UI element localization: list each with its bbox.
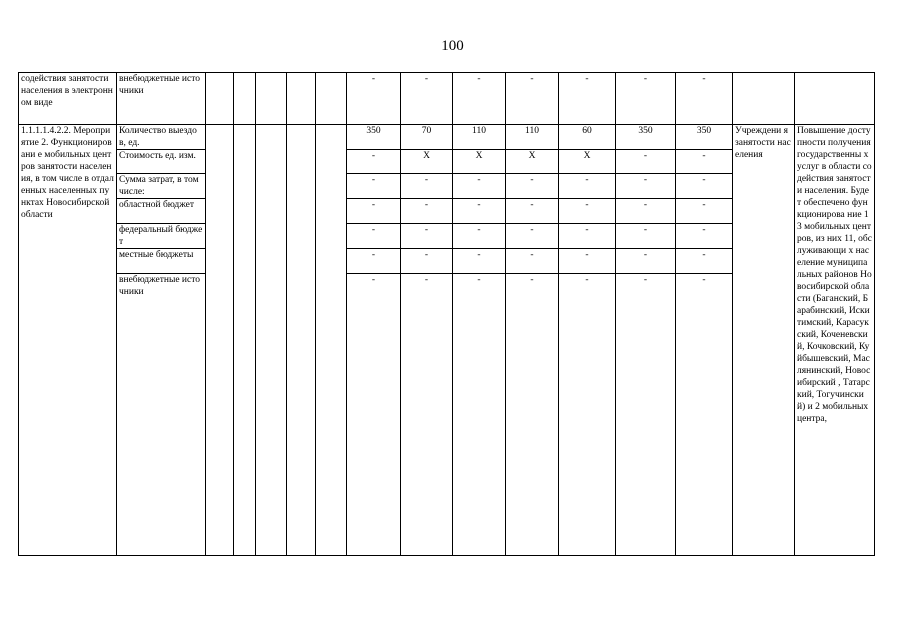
value-cell: - xyxy=(453,274,506,556)
value-cell: - xyxy=(401,174,453,199)
value-cell: 60 xyxy=(559,125,616,150)
value-cell: - xyxy=(676,274,733,556)
value-cell: - xyxy=(676,150,733,174)
value-cell: - xyxy=(506,199,559,224)
value-cell: - xyxy=(616,249,676,274)
indicator-cell: Количество выездов, ед. xyxy=(117,125,206,150)
value-cell: - xyxy=(453,174,506,199)
table-row xyxy=(19,73,875,125)
value-cell: 110 xyxy=(506,125,559,150)
value-cell: - xyxy=(401,249,453,274)
value-cell: 350 xyxy=(616,125,676,150)
indicator-cell: федеральный бюджет xyxy=(117,224,206,249)
value-cell: - xyxy=(616,174,676,199)
value-cell: - xyxy=(616,224,676,249)
value-cell: - xyxy=(401,224,453,249)
value-cell: 350 xyxy=(347,125,401,150)
value-cell: - xyxy=(559,73,616,125)
value-cell: - xyxy=(676,174,733,199)
value-cell: - xyxy=(453,73,506,125)
value-cell: - xyxy=(347,150,401,174)
table-row xyxy=(19,125,875,150)
event-name: 1.1.1.1.4.2.2. Мероприятие 2. Функционировани е мобильных центров занятости населения, в том числе в отдаленных населенных пунктах Новосибирской области xyxy=(19,125,117,556)
value-cell: 350 xyxy=(676,125,733,150)
value-cell: - xyxy=(616,150,676,174)
indicator-cell: Сумма затрат, в том числе: xyxy=(117,174,206,199)
value-cell: - xyxy=(453,199,506,224)
value-cell: - xyxy=(559,249,616,274)
value-cell: - xyxy=(616,274,676,556)
value-cell: - xyxy=(506,249,559,274)
value-cell: - xyxy=(506,224,559,249)
value-cell: - xyxy=(401,274,453,556)
value-cell: - xyxy=(616,199,676,224)
value-cell: - xyxy=(559,199,616,224)
value-cell: - xyxy=(453,249,506,274)
value-cell: - xyxy=(616,73,676,125)
value-cell: - xyxy=(506,174,559,199)
value-cell: - xyxy=(453,224,506,249)
result-cell: Повышение доступности получения государственны х услуг в области содействия занятости населения. Будет обеспечено функционирова ние 13 мобильных центров, из них 11, обслуживающи х население муниципальных районов Новосибирской области (Баганский, Барабинский, Искитимский, Карасукский, Коченевский, Кочковский, Куйбышевский, Маслянинский, Новосибирский , Татарский, Тогучинский) и 2 мобильных центра, xyxy=(795,125,875,556)
value-cell: - xyxy=(559,174,616,199)
value-cell: - xyxy=(347,73,401,125)
indicator-cell: внебюджетные источники xyxy=(117,73,206,125)
value-cell: 70 xyxy=(401,125,453,150)
value-cell: - xyxy=(347,274,401,556)
value-cell: - xyxy=(559,274,616,556)
value-cell: - xyxy=(347,199,401,224)
value-cell: - xyxy=(506,73,559,125)
indicator-cell: местные бюджеты xyxy=(117,249,206,274)
value-cell: - xyxy=(347,174,401,199)
executor-cell: Учреждени я занятости населения xyxy=(733,125,795,556)
value-cell: - xyxy=(347,224,401,249)
value-cell: X xyxy=(506,150,559,174)
indicator-cell: внебюджетные источники xyxy=(117,274,206,556)
value-cell: - xyxy=(401,73,453,125)
value-cell: - xyxy=(676,224,733,249)
value-cell: X xyxy=(401,150,453,174)
value-cell: X xyxy=(453,150,506,174)
indicator-cell: Стоимость ед. изм. xyxy=(117,150,206,174)
value-cell: - xyxy=(676,249,733,274)
value-cell: 110 xyxy=(453,125,506,150)
program-table xyxy=(18,72,875,556)
value-cell: - xyxy=(559,224,616,249)
section-label: содействия занятости населения в электронном виде xyxy=(19,73,117,125)
value-cell: - xyxy=(676,73,733,125)
value-cell: - xyxy=(506,274,559,556)
value-cell: - xyxy=(401,199,453,224)
value-cell: X xyxy=(559,150,616,174)
value-cell: - xyxy=(347,249,401,274)
indicator-cell: областной бюджет xyxy=(117,199,206,224)
value-cell: - xyxy=(676,199,733,224)
page-number: 100 xyxy=(441,38,464,54)
